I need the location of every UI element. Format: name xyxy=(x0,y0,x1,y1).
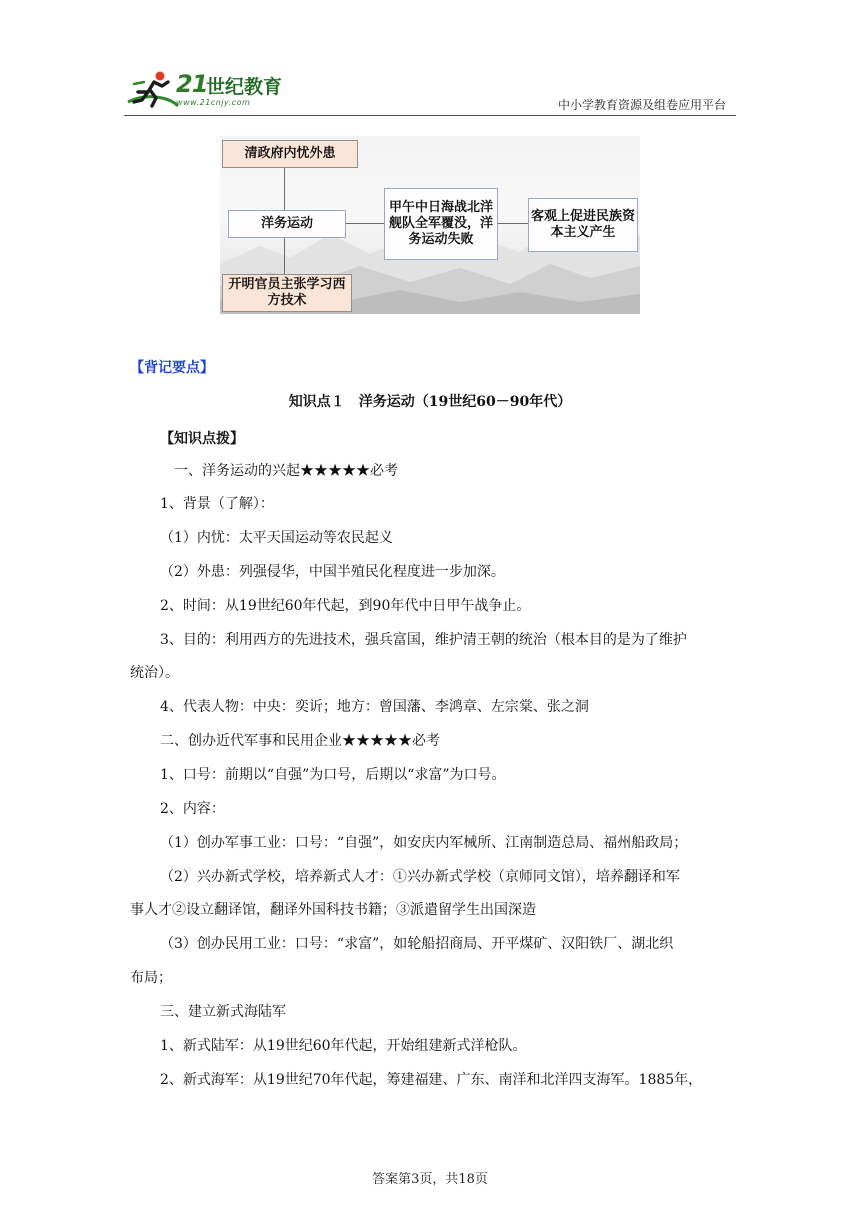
paragraph-line: 统治）。 xyxy=(130,665,179,681)
header-divider xyxy=(124,115,736,116)
connector-middle-defeat xyxy=(346,223,384,224)
connector-top-middle xyxy=(284,166,285,210)
paragraph-line: 3、目的：利用西方的先进技术，强兵富国，维护清王朝的统治（根本目的是为了维护 xyxy=(160,632,687,648)
knowledge-point-title: 知识点１ 洋务运动（19世纪60－90年代） xyxy=(288,394,572,410)
paragraph-line: 1、口号：前期以“自强”为口号，后期以“求富”为口号。 xyxy=(160,767,506,783)
paragraph-line: 布局； xyxy=(130,970,172,986)
paragraph-line: （1）内忧：太平天国运动等农民起义 xyxy=(160,530,393,546)
heading-enterprises: 二、创办近代军事和民用企业★★★★★必考 xyxy=(160,733,440,749)
page-header xyxy=(124,64,736,116)
logo-number: 21 xyxy=(176,70,208,98)
box-national-capitalism: 客观上促进民族资本主义产生 xyxy=(528,198,638,252)
platform-name: 中小学教育资源及组卷应用平台 xyxy=(557,98,726,112)
paragraph-line: 2、新式海军：从19世纪70年代起，筹建福建、广东、南洋和北洋四支海军。1885年， xyxy=(160,1072,703,1088)
box-westernization: 洋务运动 xyxy=(228,210,346,238)
connector-middle-bottom xyxy=(284,236,285,274)
paragraph-line: 1、背景（了解）： xyxy=(160,496,274,512)
paragraph-line: 4、代表人物：中央：奕䜣；地方：曾国藩、李鸿章、左宗棠、张之洞 xyxy=(160,699,589,715)
connector-defeat-result xyxy=(498,223,528,224)
paragraph-line: （2）兴办新式学校，培养新式人才：①兴办新式学校（京师同文馆），培养翻译和军 xyxy=(160,869,680,885)
paragraph-line: 事人才②设立翻译馆，翻译外国科技书籍；③派遣留学生出国深造 xyxy=(130,902,536,918)
paragraph-line: （3）创办民用工业：口号：“求富”，如轮船招商局、开平煤矿、汉阳铁厂、湖北织 xyxy=(160,936,674,952)
heading-army-navy: 三、建立新式海陆军 xyxy=(160,1004,286,1020)
logo-text: 世纪教育 xyxy=(206,76,283,98)
box-qing-crisis: 清政府内忧外患 xyxy=(222,140,358,168)
runner-logo-icon xyxy=(124,68,180,112)
site-logo[interactable] xyxy=(124,68,294,112)
heading-rise: 一、洋务运动的兴起★★★★★必考 xyxy=(174,463,398,479)
paragraph-line: （2）外患：列强侵华，中国半殖民化程度进一步加深。 xyxy=(160,564,505,580)
concept-diagram xyxy=(220,136,640,314)
paragraph-line: 1、新式陆军：从19世纪60年代起，开始组建新式洋枪队。 xyxy=(160,1038,527,1054)
section-tag: 【背记要点】 xyxy=(130,360,214,376)
paragraph-line: 2、内容： xyxy=(160,801,225,817)
box-sino-japanese-war: 甲午中日海战北洋舰队全军覆没，洋务运动失败 xyxy=(384,188,498,260)
box-enlightened-officials: 开明官员主张学习西方技术 xyxy=(222,274,352,312)
tips-label: 【知识点拨】 xyxy=(160,431,244,447)
paragraph-line: 2、时间：从19世纪60年代起，到90年代中日甲午战争止。 xyxy=(160,598,531,614)
paragraph-line: （1）创办军事工业：口号：“自强”，如安庆内军械所、江南制造总局、福州船政局； xyxy=(160,835,688,851)
page-footer: 答案第3页，共18页 xyxy=(372,1172,488,1187)
logo-url: www.21cnjy.com xyxy=(176,98,251,107)
